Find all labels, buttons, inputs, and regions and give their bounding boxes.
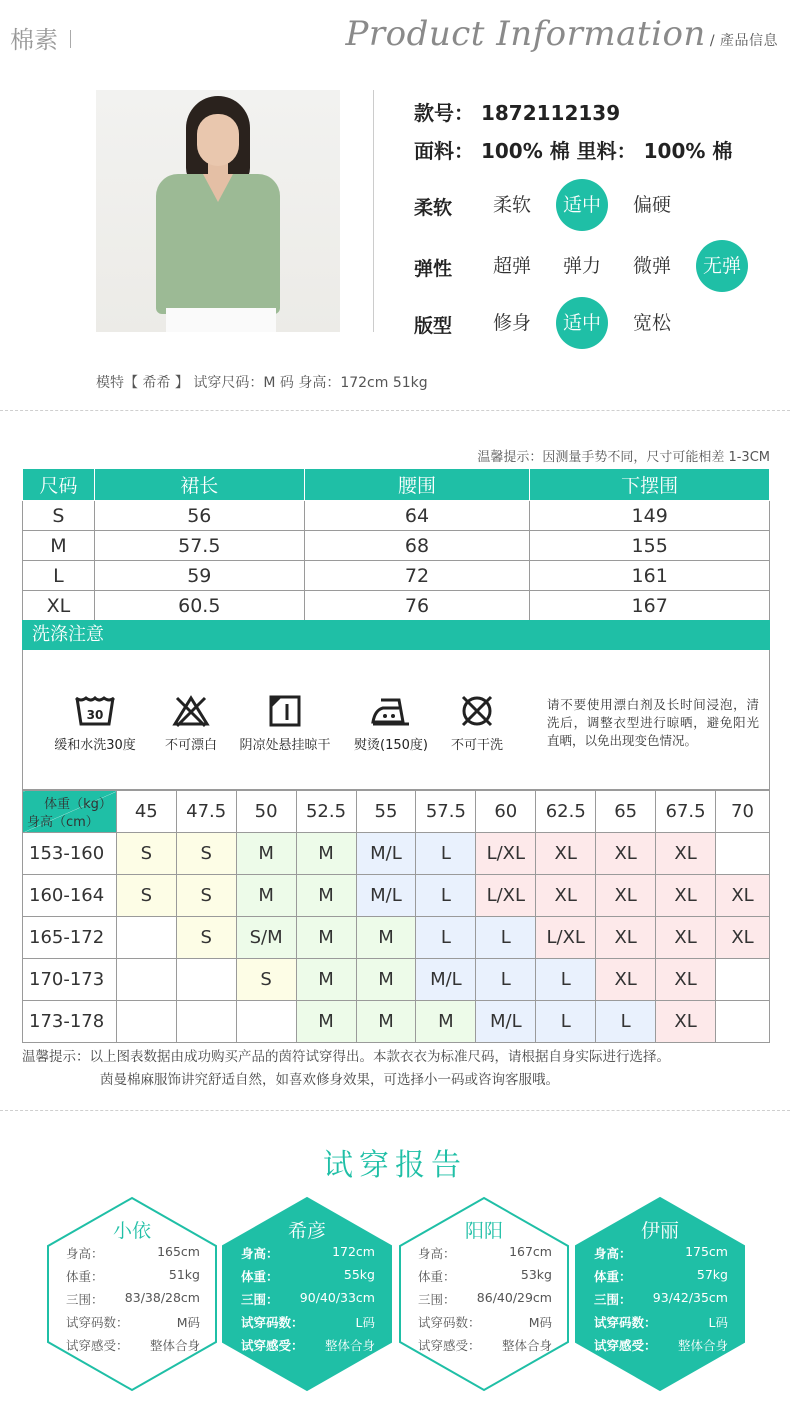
table-row: [23, 833, 770, 875]
table-row: [23, 531, 770, 561]
size-suggestion-cell: L: [596, 1001, 656, 1043]
size-suggestion-cell: L: [476, 917, 536, 959]
tester-stat: [66, 1336, 200, 1354]
size-suggestion-cell: L: [476, 959, 536, 1001]
stat-key: 试穿码数：: [594, 1315, 657, 1330]
size-suggestion-cell: [716, 1001, 770, 1043]
report-title: 试穿报告: [323, 1148, 467, 1183]
no-dryclean-item: [443, 694, 511, 753]
size-suggestion-cell: XL: [656, 959, 716, 1001]
wash-note: 请不要使用漂白剂及长时间浸泡，清洗后，调整衣型进行晾晒，避免阳光直晒，以免出现变色情况。: [547, 697, 759, 748]
size-suggestion-cell: M: [296, 959, 356, 1001]
size-cell: 68: [304, 531, 530, 561]
weight-cell: 55: [356, 791, 416, 833]
table-row: [23, 501, 770, 531]
title-en: Product Information: [345, 14, 706, 54]
attr-option: 宽松: [632, 312, 671, 334]
tester-stat: [594, 1336, 728, 1354]
tester-stat: [418, 1336, 552, 1354]
model-face: [197, 114, 239, 166]
no-bleach-item: [159, 694, 223, 753]
tester-stat: [594, 1290, 728, 1308]
size-suggestion-cell: L: [416, 917, 476, 959]
tester-stat: [594, 1313, 728, 1331]
size-suggestion-cell: [116, 959, 176, 1001]
size-suggestion-cell: S: [236, 959, 296, 1001]
stat-key: 试穿感受：: [66, 1338, 129, 1353]
fabric-info: 面料： 100% 棉 里料： 100% 棉: [414, 139, 733, 163]
stat-value: 165cm: [157, 1244, 200, 1259]
shirt-vneck: [203, 174, 233, 202]
stat-value: 172cm: [332, 1244, 375, 1259]
weight-cell: 65: [596, 791, 656, 833]
size-table: [22, 468, 770, 621]
weight-cell: 62.5: [536, 791, 596, 833]
weight-cell: 60: [476, 791, 536, 833]
stat-key: 身高：: [241, 1246, 279, 1261]
wash-temp: 30: [86, 708, 104, 722]
size-suggestion-cell: XL: [716, 875, 770, 917]
weight-height-table: [22, 790, 770, 1043]
tester-card: [221, 1196, 393, 1392]
size-tip: 温馨提示：因测量手势不同，尺寸可能相差 1-3CM: [477, 450, 770, 465]
tester-stat: [66, 1290, 200, 1308]
title-cn: / 產品信息: [709, 33, 778, 49]
stat-key: 身高：: [594, 1246, 632, 1261]
size-cell: 64: [304, 501, 530, 531]
tester-stat: [418, 1267, 552, 1285]
stat-value: 167cm: [509, 1244, 552, 1259]
no-bleach-label: 不可漂白: [164, 738, 217, 753]
height-cell: 170-173: [23, 959, 117, 1001]
size-cell: 72: [304, 561, 530, 591]
height-axis-label: 身高（cm）: [27, 815, 99, 830]
stat-key: 三围：: [241, 1292, 279, 1307]
attr-option: 弹力: [562, 255, 601, 277]
size-suggestion-cell: M: [296, 833, 356, 875]
tester-card: [398, 1196, 570, 1392]
stat-value: 86/40/29cm: [476, 1290, 552, 1305]
size-suggestion-cell: M: [236, 875, 296, 917]
table-row: [23, 1001, 770, 1043]
size-suggestion-cell: XL: [596, 875, 656, 917]
style-number: 款号： 1872112139: [414, 101, 621, 125]
stat-key: 身高：: [418, 1246, 456, 1261]
product-photo: [96, 90, 340, 332]
stat-value: L码: [355, 1315, 375, 1330]
height-cell: 173-178: [23, 1001, 117, 1043]
wash-30-label: 缓和水洗30度: [54, 738, 136, 753]
stat-key: 体重：: [241, 1269, 279, 1284]
size-suggestion-cell: S: [176, 917, 236, 959]
size-suggestion-cell: XL: [656, 875, 716, 917]
stat-key: 体重：: [66, 1269, 104, 1284]
weight-cell: 52.5: [296, 791, 356, 833]
size-suggestion-cell: M: [296, 875, 356, 917]
size-suggestion-cell: [716, 833, 770, 875]
stat-key: 试穿感受：: [241, 1338, 304, 1353]
dashed-divider: [0, 410, 790, 411]
stat-value: 53kg: [520, 1267, 552, 1282]
size-suggestion-cell: M: [356, 917, 416, 959]
footnote-line2: 茵曼棉麻服饰讲究舒适自然，如喜欢修身效果，可选择小一码或咨询客服哦。: [100, 1072, 559, 1088]
brand-name: 棉素: [10, 26, 58, 54]
shade-dry-icon: [268, 694, 302, 728]
shade-dry-item: [235, 694, 335, 753]
tester-card: [574, 1196, 746, 1392]
tester-name: 小依: [112, 1220, 151, 1242]
size-suggestion-cell: S: [116, 875, 176, 917]
model-info: 模特【 希希 】 试穿尺码：M 码 身高：172cm 51kg: [96, 375, 428, 391]
tester-stat: [418, 1244, 552, 1262]
model-skirt: [166, 308, 276, 332]
stat-key: 身高：: [66, 1246, 104, 1261]
weight-header-row: [23, 791, 770, 833]
size-header-cell: 裙长: [94, 469, 304, 501]
tester-name: 伊丽: [640, 1220, 679, 1242]
corner-cell: [23, 791, 117, 833]
size-suggestion-cell: S: [176, 833, 236, 875]
tester-stat: [594, 1267, 728, 1285]
shade-dry-label: 阴凉处悬挂晾干: [239, 738, 331, 753]
stat-key: 三围：: [594, 1292, 632, 1307]
table-row: [23, 561, 770, 591]
weight-cell: 50: [236, 791, 296, 833]
size-suggestion-cell: XL: [536, 875, 596, 917]
size-cell: 149: [530, 501, 770, 531]
size-header-cell: 腰围: [304, 469, 530, 501]
no-dryclean-label: 不可干洗: [450, 738, 503, 753]
stat-key: 体重：: [418, 1269, 456, 1284]
tester-stat: [66, 1244, 200, 1262]
tester-stat: [241, 1336, 375, 1354]
stat-value: 51kg: [168, 1267, 200, 1282]
stat-value: 57kg: [696, 1267, 728, 1282]
size-suggestion-cell: L/XL: [536, 917, 596, 959]
size-header-cell: 下摆围: [530, 469, 770, 501]
attr-option: 适中: [556, 179, 608, 231]
attr-option: 无弹: [696, 240, 748, 292]
stat-value: L码: [708, 1315, 728, 1330]
stat-value: M码: [176, 1315, 200, 1330]
size-suggestion-cell: L: [416, 875, 476, 917]
size-suggestion-cell: L: [536, 1001, 596, 1043]
tester-name: 希彦: [287, 1220, 326, 1242]
table-row: [23, 875, 770, 917]
tester-stat: [66, 1313, 200, 1331]
stat-key: 三围：: [418, 1292, 456, 1307]
size-suggestion-cell: [716, 959, 770, 1001]
size-suggestion-cell: L: [536, 959, 596, 1001]
stat-key: 试穿码数：: [418, 1315, 481, 1330]
attr-label: 弹性: [414, 258, 453, 280]
no-dryclean-icon: [458, 694, 496, 728]
stat-value: 83/38/28cm: [124, 1290, 200, 1305]
attr-option: 柔软: [492, 194, 531, 216]
stat-key: 试穿感受：: [418, 1338, 481, 1353]
stat-value: 175cm: [685, 1244, 728, 1259]
size-suggestion-cell: XL: [656, 1001, 716, 1043]
dashed-divider: [0, 1110, 790, 1111]
size-suggestion-cell: [116, 917, 176, 959]
product-information-title: [346, 14, 779, 54]
size-suggestion-cell: S: [176, 875, 236, 917]
size-suggestion-cell: M: [416, 1001, 476, 1043]
attr-option: 微弹: [632, 255, 671, 277]
size-suggestion-cell: M/L: [356, 875, 416, 917]
size-cell: M: [23, 531, 95, 561]
no-bleach-icon: [171, 694, 211, 728]
size-cell: 60.5: [94, 591, 304, 621]
size-cell: 161: [530, 561, 770, 591]
size-suggestion-cell: M: [236, 833, 296, 875]
table-row: [23, 591, 770, 621]
size-suggestion-cell: M/L: [356, 833, 416, 875]
size-cell: 57.5: [94, 531, 304, 561]
tester-stat: [241, 1290, 375, 1308]
size-suggestion-cell: L: [416, 833, 476, 875]
size-cell: 59: [94, 561, 304, 591]
weight-cell: 47.5: [176, 791, 236, 833]
size-suggestion-cell: XL: [596, 833, 656, 875]
footnote-line1: 温馨提示：以上图表数据由成功购买产品的茵符试穿得出。本款衣衣为标准尺码，请根据自身实际进行选择。: [22, 1049, 670, 1065]
tester-stat: [241, 1313, 375, 1331]
stat-value: 整体合身: [501, 1338, 552, 1353]
height-cell: 165-172: [23, 917, 117, 959]
size-cell: 155: [530, 531, 770, 561]
stat-value: M码: [528, 1315, 552, 1330]
wash-30-icon: [73, 694, 117, 728]
stat-key: 试穿感受：: [594, 1338, 657, 1353]
weight-cell: 57.5: [416, 791, 476, 833]
size-suggestion-cell: S/M: [236, 917, 296, 959]
tester-stat: [66, 1267, 200, 1285]
size-suggestion-cell: M/L: [416, 959, 476, 1001]
iron-item: [349, 694, 433, 753]
size-suggestion-cell: XL: [716, 917, 770, 959]
tester-stat: [418, 1313, 552, 1331]
size-cell: XL: [23, 591, 95, 621]
wash-title: 洗涤注意: [22, 620, 770, 650]
size-table-header: [23, 469, 770, 501]
size-suggestion-cell: [236, 1001, 296, 1043]
stat-value: 整体合身: [677, 1338, 728, 1353]
height-cell: 160-164: [23, 875, 117, 917]
weight-cell: 70: [716, 791, 770, 833]
size-suggestion-cell: XL: [656, 833, 716, 875]
size-cell: 56: [94, 501, 304, 531]
size-suggestion-cell: M: [296, 917, 356, 959]
wash-care-panel: [22, 650, 770, 790]
weight-axis-label: 体重（kg）: [44, 797, 112, 812]
tester-stat: [594, 1244, 728, 1262]
stat-key: 试穿码数：: [66, 1315, 129, 1330]
table-row: [23, 917, 770, 959]
size-suggestion-cell: [176, 959, 236, 1001]
table-row: [23, 959, 770, 1001]
iron-label: 熨烫(150度): [354, 738, 428, 753]
size-suggestion-cell: M: [296, 1001, 356, 1043]
attr-label: 版型: [414, 315, 453, 337]
tester-card: [46, 1196, 218, 1392]
iron-icon: [369, 694, 413, 728]
attr-option: 适中: [556, 297, 608, 349]
stat-key: 体重：: [594, 1269, 632, 1284]
stat-value: 整体合身: [149, 1338, 200, 1353]
size-suggestion-cell: [116, 1001, 176, 1043]
attr-option: 超弹: [492, 255, 531, 277]
size-cell: 76: [304, 591, 530, 621]
stat-value: 55kg: [343, 1267, 375, 1282]
size-suggestion-cell: M: [356, 1001, 416, 1043]
brand-divider: [70, 30, 71, 48]
size-suggestion-cell: L/XL: [476, 875, 536, 917]
stat-key: 试穿码数：: [241, 1315, 304, 1330]
stat-key: 三围：: [66, 1292, 104, 1307]
weight-cell: 67.5: [656, 791, 716, 833]
stat-value: 90/40/33cm: [299, 1290, 375, 1305]
size-suggestion-cell: XL: [536, 833, 596, 875]
wash-30-item: [49, 694, 141, 753]
size-suggestion-cell: [176, 1001, 236, 1043]
size-suggestion-cell: M/L: [476, 1001, 536, 1043]
size-suggestion-cell: XL: [596, 917, 656, 959]
tester-stat: [241, 1267, 375, 1285]
size-header-cell: 尺码: [23, 469, 95, 501]
size-cell: 167: [530, 591, 770, 621]
stat-value: 整体合身: [324, 1338, 375, 1353]
attr-option: 修身: [492, 312, 531, 334]
size-suggestion-cell: XL: [596, 959, 656, 1001]
size-suggestion-cell: XL: [656, 917, 716, 959]
page-header: [0, 0, 790, 70]
weight-cell: 45: [116, 791, 176, 833]
stat-value: 93/42/35cm: [652, 1290, 728, 1305]
size-suggestion-cell: L/XL: [476, 833, 536, 875]
divider-vertical: [373, 90, 374, 332]
size-cell: L: [23, 561, 95, 591]
size-cell: S: [23, 501, 95, 531]
size-suggestion-cell: S: [116, 833, 176, 875]
height-cell: 153-160: [23, 833, 117, 875]
tester-stat: [418, 1290, 552, 1308]
tester-stat: [241, 1244, 375, 1262]
attr-option: 偏硬: [632, 194, 671, 216]
attr-label: 柔软: [414, 197, 453, 219]
size-suggestion-cell: M: [356, 959, 416, 1001]
tester-name: 阳阳: [464, 1220, 503, 1242]
